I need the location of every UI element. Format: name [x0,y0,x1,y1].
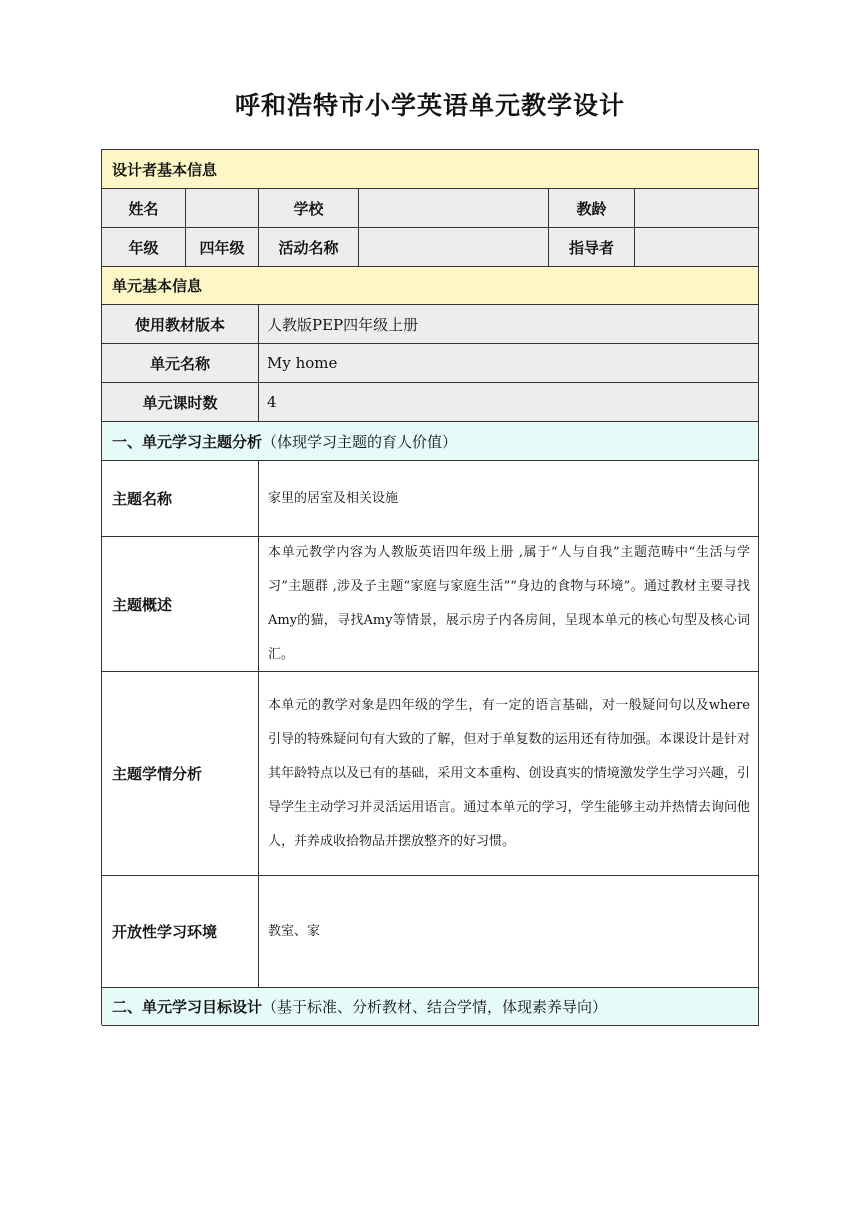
textbook-label: 使用教材版本 [102,305,259,344]
section2-subtitle: （基于标准、分析教材、结合学情，体现素养导向） [262,998,608,1016]
unit-info-header: 单元基本信息 [102,267,759,305]
name-value[interactable] [186,189,259,228]
section1-subtitle: （体现学习主题的育人价值） [262,432,458,451]
school-label: 学校 [259,189,359,228]
lessons-label: 单元课时数 [102,383,259,422]
unit-name-label: 单元名称 [102,344,259,383]
teaching-years-value[interactable] [635,189,759,228]
teaching-years-label: 教龄 [549,189,635,228]
design-table [101,149,759,1025]
section2-title: 二、单元学习目标设计 [112,998,263,1016]
section2-header [102,988,759,1026]
analysis-label: 主题学情分析 [102,672,259,876]
grade-label: 年级 [102,228,186,267]
lessons-value[interactable]: 4 [259,383,759,422]
environment-value[interactable]: 教室、家 [259,876,759,988]
document-title: 呼和浩特市小学英语单元教学设计 [234,91,625,120]
grade-value[interactable]: 四年级 [186,228,259,267]
school-value[interactable] [359,189,549,228]
textbook-value[interactable]: 人教版PEP四年级上册 [259,305,759,344]
theme-name-value[interactable]: 家里的居室及相关设施 [259,461,759,537]
analysis-value[interactable]: 本单元的教学对象是四年级的学生，有一定的语言基础，对一般疑问句以及where引导的特殊疑问句有大致的了解，但对于单复数的运用还有待加强。本课设计是针对其年龄特点以及已有的基础，采用文本重构、创设真实的情境激发学生学习兴趣，引导学生主动学习并灵活运用语言。通过本单元的学习，学生能够主动并热情去询问他人，并养成收拾物品并摆放整齐的好习惯。 [259,672,759,876]
activity-value[interactable] [359,228,549,267]
overview-label: 主题概述 [102,537,259,672]
activity-label: 活动名称 [259,228,359,267]
overview-value[interactable]: 本单元教学内容为人教版英语四年级上册 ,属于“人与自我”主题范畴中“生活与学习”主题群 ,涉及子主题“家庭与家庭生活”“身边的食物与环境”。通过教材主要寻找Amy的猫，寻找Amy等情景，展示房子内各房间，呈现本单元的核心句型及核心词汇。 [259,537,759,672]
environment-label: 开放性学习环境 [102,876,259,988]
name-label: 姓名 [102,189,186,228]
section1-header [102,422,759,461]
designer-info-header: 设计者基本信息 [102,150,759,189]
section1-title: 一、单元学习主题分析 [112,432,263,451]
mentor-label: 指导者 [549,228,635,267]
mentor-value[interactable] [635,228,759,267]
unit-name-value[interactable]: My home [259,344,759,383]
theme-name-label: 主题名称 [102,461,259,537]
